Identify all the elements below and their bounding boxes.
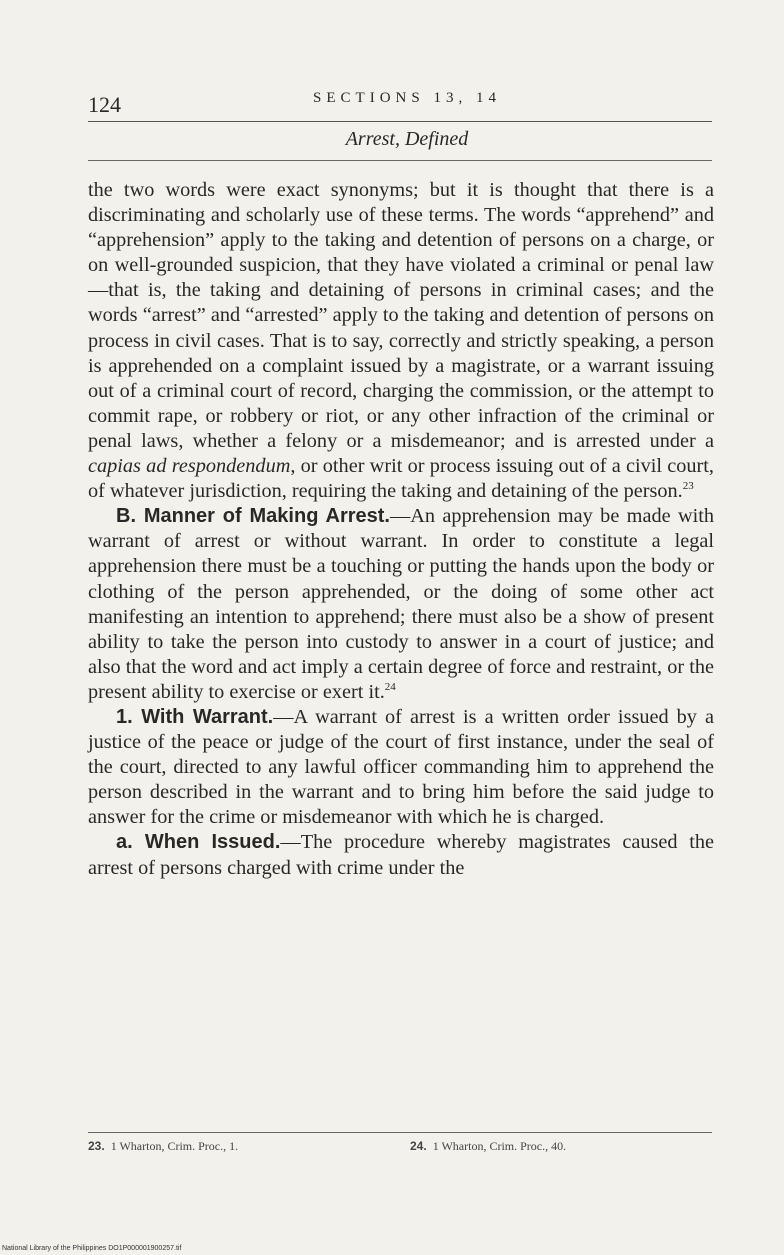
footnote-number: 23. <box>88 1139 105 1153</box>
footnote-text: 1 Wharton, Crim. Proc., 1. <box>110 1139 239 1153</box>
header-rule <box>88 121 712 122</box>
paragraph-text: , or other writ or process issuing out of a civil court, of whatever jurisdiction, requiring the taking and detaining of the person. <box>88 455 714 503</box>
footnote-text: 1 Wharton, Crim. Proc., 40. <box>432 1139 567 1153</box>
footnote-number: 24. <box>410 1139 427 1153</box>
paragraph-when-issued <box>88 830 714 880</box>
library-watermark-line: National Library of the Philippines DO1P000001900257.tif <box>2 1245 182 1252</box>
subhead-rule <box>88 160 712 161</box>
paragraph-text: —A warrant of arrest is a written order issued by a justice of the peace or judge of the court of first instance, under the seal of the court, directed to any lawful officer commanding him to apprehend the person described in the warrant and to bring him before the said judge to answer for the crime or misdemeanor with which he is charged. <box>88 705 714 829</box>
running-head: SECTIONS 13, 14 <box>313 90 501 106</box>
paragraph-manner-of-arrest <box>88 504 714 705</box>
body-text <box>88 178 714 881</box>
paragraph-text: —The procedure whereby magistrates caused the arrest of persons charged with crime under the <box>88 831 714 879</box>
paragraph-text: the two words were exact synonyms; but it is thought that there is a discriminating and scholarly use of these terms. The words “apprehend” and “apprehension” apply to the taking and detention of persons on a charge, or on well-grounded suspicion, that they have violated a criminal or penal law—that is, the taking and detaining of persons in criminal cases; and the words “arrest” and “arrested” apply to the taking and detention of persons on process in civil cases. That is to say, correctly and strictly speaking, a person is apprehended on a complaint issued by a magistrate, or a warrant issuing out of a criminal court of record, charging the commission, or the attempt to commit rape, or robbery or riot, or any other infraction of the criminal or penal laws, whether a felony or a misdemeanor; and is arrested under a <box>88 179 714 452</box>
page-number: 124 <box>88 92 121 117</box>
footnote-rule <box>88 1132 712 1133</box>
footnote <box>410 1139 566 1154</box>
section-heading: a. When Issued. <box>116 831 281 854</box>
footnote-ref[interactable]: 24 <box>384 681 396 694</box>
footnote-ref[interactable]: 23 <box>682 480 694 493</box>
section-heading: B. Manner of Making Arrest. <box>116 505 390 528</box>
paragraph-with-warrant <box>88 705 714 830</box>
paragraph-continuation <box>88 178 714 504</box>
latin-term: capias ad respondendum <box>88 455 291 478</box>
paragraph-text: —An apprehension may be made with warrant of arrest or without warrant. In order to constitute a legal apprehension there must be a touching or putting the hands upon the body or clothing of the person apprehended, or the doing of some other act manifesting an intention to apprehend; there must also be a show of present ability to take the person into custody to answer in a court of justice; and also that the word and act imply a certain degree of force and restraint, or the present ability to exercise or exert it. <box>88 505 715 703</box>
section-subhead: Arrest, Defined <box>345 128 469 150</box>
section-heading: 1. With Warrant. <box>116 705 274 728</box>
footnote <box>88 1139 238 1154</box>
